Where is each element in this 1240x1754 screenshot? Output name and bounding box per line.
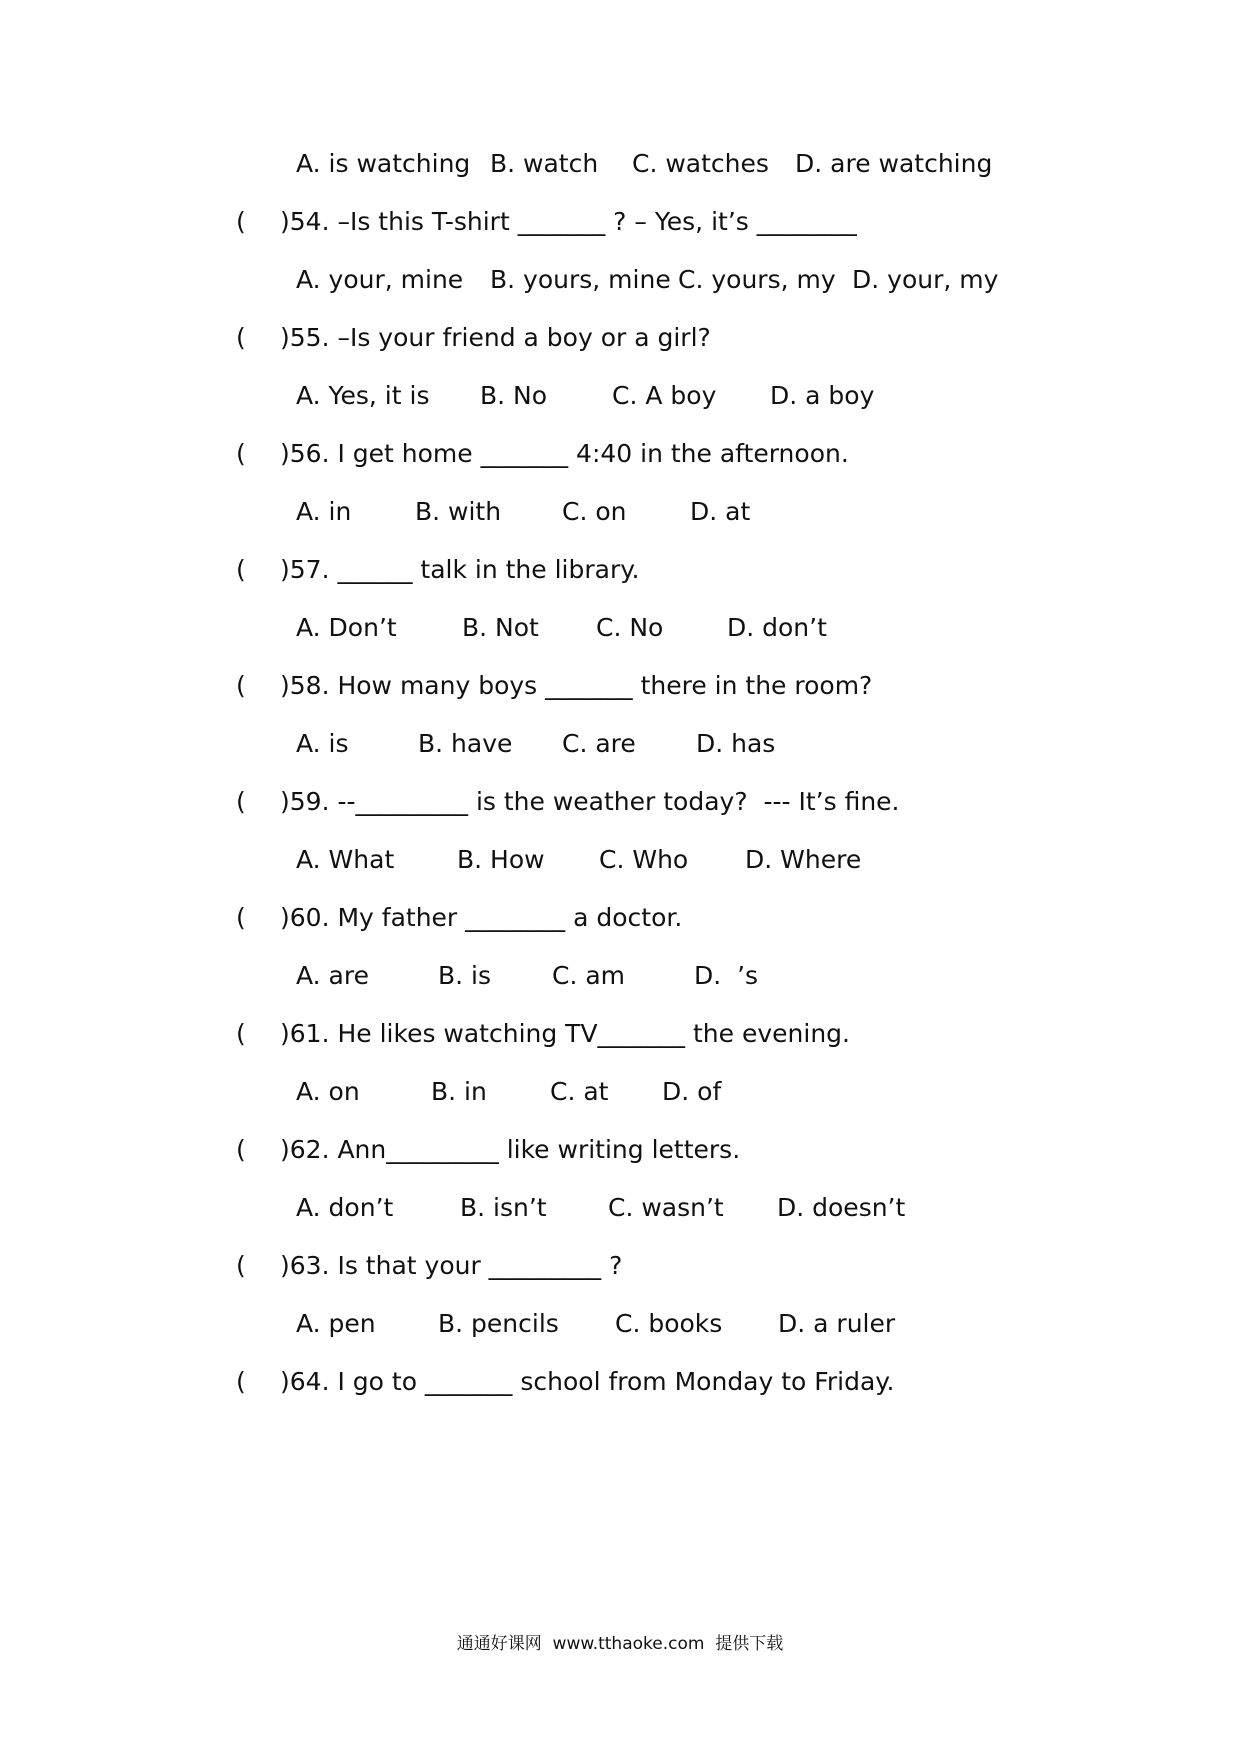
option-c: C. at <box>550 1077 609 1106</box>
option-b: B. is <box>438 961 492 990</box>
option-d: D. a ruler <box>778 1309 896 1338</box>
question-59: )59. --_________ is the weather today? --- It’s fine. <box>280 787 900 816</box>
option-a: A. on <box>296 1077 360 1106</box>
option-d: D. a boy <box>770 381 875 410</box>
option-b: B. with <box>415 497 502 526</box>
answer-paren: ( <box>236 207 246 236</box>
question-58: )58. How many boys _______ there in the room? <box>280 671 873 700</box>
question-62: )62. Ann_________ like writing letters. <box>280 1135 741 1164</box>
option-a: A. don’t <box>296 1193 394 1222</box>
option-d: D. don’t <box>727 613 827 642</box>
option-c: C. watches <box>632 149 769 178</box>
option-c: C. A boy <box>612 381 717 410</box>
question-57: )57. ______ talk in the library. <box>280 555 640 584</box>
option-c: C. am <box>552 961 626 990</box>
option-d: D. Where <box>745 845 862 874</box>
option-d: D. at <box>690 497 751 526</box>
option-a: A. is <box>296 729 349 758</box>
option-b: B. Not <box>462 613 539 642</box>
option-d: D. are watching <box>795 149 993 178</box>
option-c: C. are <box>562 729 636 758</box>
question-64: )64. I go to _______ school from Monday to Friday. <box>280 1367 895 1396</box>
question-63: )63. Is that your _________ ? <box>280 1251 623 1280</box>
option-b: B. How <box>457 845 545 874</box>
option-b: B. watch <box>490 149 599 178</box>
option-c: C. on <box>562 497 627 526</box>
option-c: C. wasn’t <box>608 1193 724 1222</box>
option-a: A. Yes, it is <box>296 381 430 410</box>
answer-paren: ( <box>236 787 246 816</box>
option-d: D. your, my <box>852 265 999 294</box>
option-d: D. of <box>662 1077 722 1106</box>
question-60: )60. My father ________ a doctor. <box>280 903 683 932</box>
option-b: B. yours, mine <box>490 265 671 294</box>
answer-paren: ( <box>236 1135 246 1164</box>
option-d: D. ’s <box>694 961 759 990</box>
question-56: )56. I get home _______ 4:40 in the afternoon. <box>280 439 849 468</box>
option-c: C. No <box>596 613 664 642</box>
option-a: A. Don’t <box>296 613 397 642</box>
option-b: B. in <box>431 1077 487 1106</box>
answer-paren: ( <box>236 439 246 468</box>
question-55: )55. –Is your friend a boy or a girl? <box>280 323 711 352</box>
option-c: C. Who <box>599 845 689 874</box>
answer-paren: ( <box>236 1251 246 1280</box>
option-b: B. have <box>418 729 513 758</box>
answer-paren: ( <box>236 555 246 584</box>
option-a: A. are <box>296 961 369 990</box>
answer-paren: ( <box>236 323 246 352</box>
option-b: B. isn’t <box>460 1193 547 1222</box>
answer-paren: ( <box>236 671 246 700</box>
answer-paren: ( <box>236 1019 246 1048</box>
option-a: A. is watching <box>296 149 471 178</box>
option-b: B. No <box>480 381 548 410</box>
answer-paren: ( <box>236 1367 246 1396</box>
option-a: A. your, mine <box>296 265 464 294</box>
question-61: )61. He likes watching TV_______ the evening. <box>280 1019 850 1048</box>
option-c: C. books <box>615 1309 723 1338</box>
page-footer: 通通好课网 www.tthaoke.com 提供下载 <box>456 1634 784 1654</box>
question-54: )54. –Is this T-shirt _______ ? – Yes, it’s ________ <box>280 207 857 236</box>
option-a: A. What <box>296 845 395 874</box>
option-d: D. doesn’t <box>777 1193 906 1222</box>
option-d: D. has <box>696 729 776 758</box>
option-a: A. pen <box>296 1309 376 1338</box>
option-c: C. yours, my <box>678 265 836 294</box>
option-b: B. pencils <box>438 1309 559 1338</box>
answer-paren: ( <box>236 903 246 932</box>
option-a: A. in <box>296 497 352 526</box>
